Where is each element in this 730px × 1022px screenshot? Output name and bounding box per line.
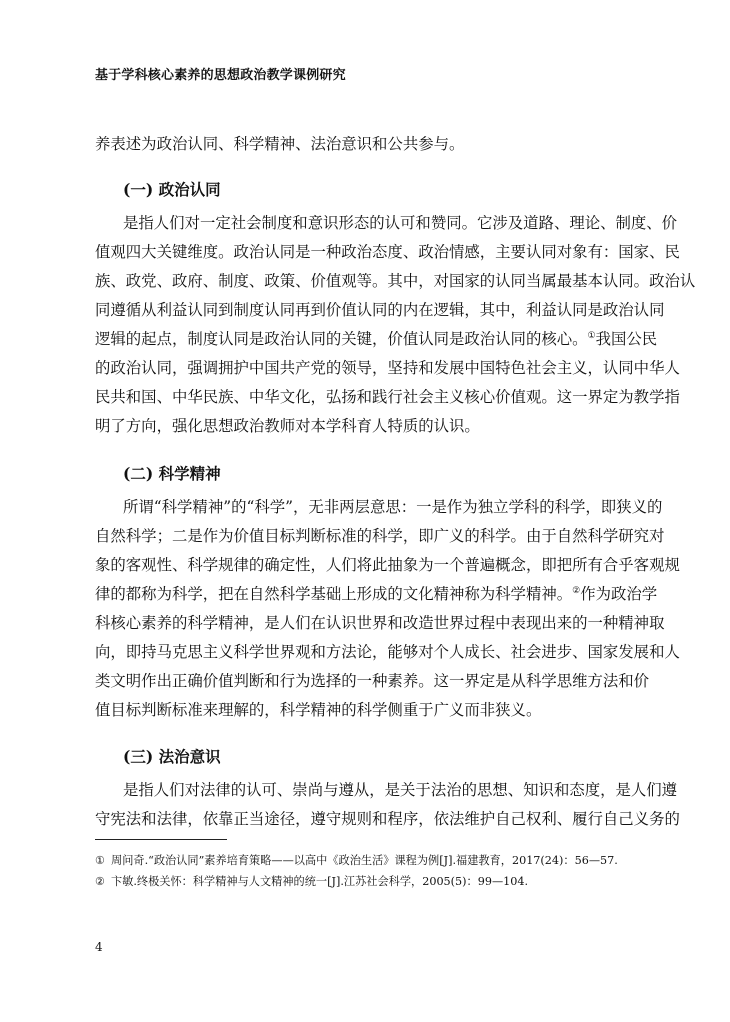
footnote-reference[interactable]: ② xyxy=(572,585,581,596)
paragraph-text: 逻辑的起点，制度认同是政治认同的关键，价值认同是政治认同的核心。 xyxy=(95,330,588,348)
intro-line: 养表述为政治认同、科学精神、法治意识和公共参与。 xyxy=(95,135,465,153)
paragraph-line-with-note xyxy=(95,325,658,354)
paragraph-line-with-note xyxy=(95,580,658,609)
paragraph-line: 值观四大关键维度。政治认同是一种政治态度、政治情感，主要认同对象有：国家、民 xyxy=(95,243,680,261)
paragraph-line: 族、政党、政府、制度、政策、价值观等。其中，对国家的认同当属最基本认同。政治认 xyxy=(95,272,696,290)
paragraph-line: 是指人们对一定社会制度和意识形态的认可和赞同。它涉及道路、理论、制度、价 xyxy=(123,214,678,232)
footnote-reference[interactable]: ① xyxy=(587,330,596,341)
paragraph-line: 所谓“科学精神”的“科学”，无非两层意思：一是作为独立学科的科学，即狭义的 xyxy=(123,498,663,516)
footnote-mark: ② xyxy=(95,875,106,888)
paragraph-line: 守宪法和法律，依靠正当途径，遵守规则和程序，依法维护自己权利、履行自己义务的 xyxy=(95,810,680,828)
paragraph-line: 向，即持马克思主义科学世界观和方法论，能够对个人成长、社会进步、国家发展和人 xyxy=(95,643,680,661)
footnote-divider xyxy=(95,839,227,840)
paragraph-line: 是指人们对法律的认可、崇尚与遵从，是关于法治的思想、知识和态度，是人们遵 xyxy=(123,781,678,799)
section-heading-scientific-spirit: (二) 科学精神 xyxy=(123,464,221,483)
paragraph-line: 值目标判断标准来理解的，科学精神的科学侧重于广义而非狭义。 xyxy=(95,701,542,719)
section-heading-political-identity: (一) 政治认同 xyxy=(123,180,221,199)
paragraph-line: 象的客观性、科学规律的确定性，人们将此抽象为一个普遍概念，即把所有合乎客观规 xyxy=(95,556,680,574)
paragraph-line: 明了方向，强化思想政治教师对本学科育人特质的认识。 xyxy=(95,417,480,435)
footnote-item xyxy=(95,873,528,889)
paragraph-text: 我国公民 xyxy=(595,330,658,348)
paragraph-line: 民共和国、中华民族、中华文化，弘扬和践行社会主义核心价值观。这一界定为教学指 xyxy=(95,388,680,406)
running-header: 基于学科核心素养的思想政治教学课例研究 xyxy=(95,68,346,83)
footnote-item xyxy=(95,852,618,868)
paragraph-text: 律的都称为科学，把在自然科学基础上形成的文化精神称为科学精神。 xyxy=(95,585,573,603)
paragraph-line: 同遵循从利益认同到制度认同再到价值认同的内在逻辑，其中，利益认同是政治认同 xyxy=(95,301,665,319)
section-heading-rule-of-law: (三) 法治意识 xyxy=(123,747,221,766)
footnote-text: 周问奇.“政治认同”素养培育策略——以高中《政治生活》课程为例[J].福建教育，2017(24)：56—57. xyxy=(111,854,618,867)
paragraph-line: 的政治认同，强调拥护中国共产党的领导，坚持和发展中国特色社会主义，认同中华人 xyxy=(95,359,680,377)
paragraph-line: 自然科学；二是作为价值目标判断标准的科学，即广义的科学。由于自然科学研究对 xyxy=(95,527,665,545)
paragraph-line: 科核心素养的科学精神，是人们在认识世界和改造世界过程中表现出来的一种精神取 xyxy=(95,614,665,632)
paragraph-text: 作为政治学 xyxy=(580,585,658,603)
footnote-text: 卞敏.终极关怀：科学精神与人文精神的统一[J].江苏社会科学，2005(5)：99—104. xyxy=(111,875,529,888)
page-number: 4 xyxy=(95,940,103,954)
footnote-mark: ① xyxy=(95,854,106,867)
paragraph-line: 类文明作出正确价值判断和行为选择的一种素养。这一界定是从科学思维方法和价 xyxy=(95,672,650,690)
